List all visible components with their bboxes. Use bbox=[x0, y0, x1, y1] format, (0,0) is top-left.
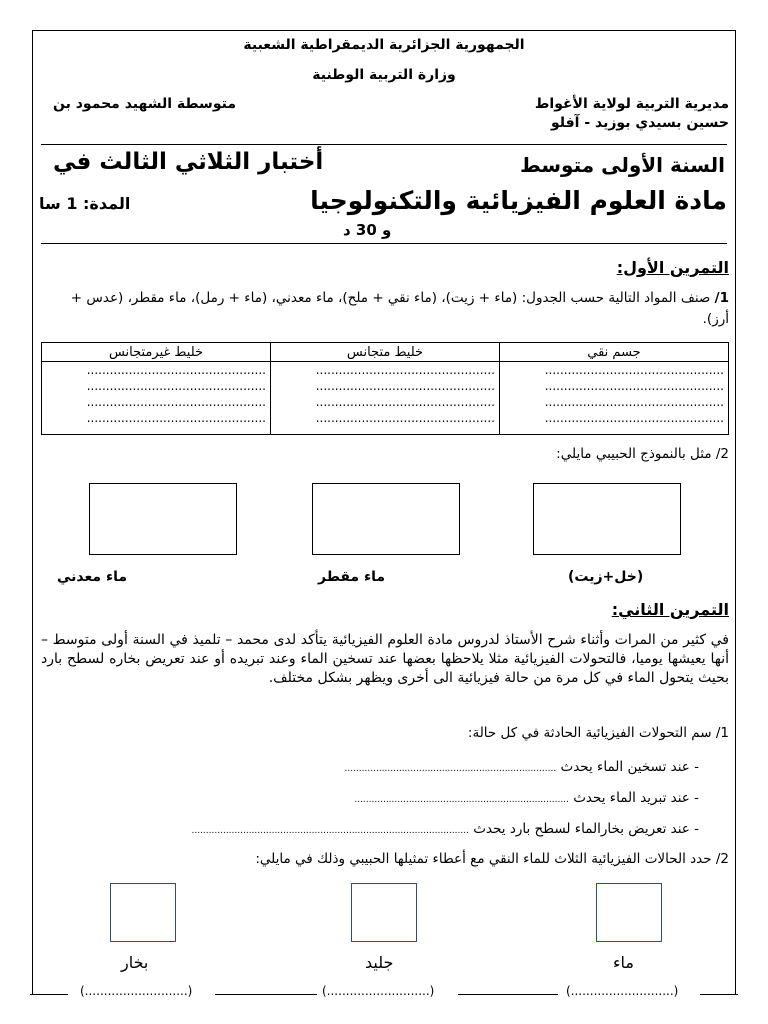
q1-number: 1/ bbox=[714, 290, 729, 306]
exercise1-q2: 2/ مثل بالنموذج الحبيبي مايلي: bbox=[556, 446, 729, 462]
table-answer-row bbox=[42, 362, 729, 435]
footer-slot-ice[interactable]: (...........................) bbox=[322, 984, 435, 998]
answer-cell-heterogeneous[interactable] bbox=[42, 362, 271, 435]
item-condensation bbox=[191, 821, 699, 837]
exercise2-q1: 1/ سم التحولات الفيزيائية الحادثة في كل حالة: bbox=[467, 725, 729, 741]
answer-line: ............................................... bbox=[315, 411, 495, 425]
header-divider bbox=[41, 144, 727, 145]
answer-line: ............................................... bbox=[86, 411, 266, 425]
exam-title: أختبار الثلاثي الثالث في bbox=[53, 149, 324, 175]
exam-page bbox=[32, 30, 736, 994]
answer-line: ............................................... bbox=[544, 379, 724, 393]
directorate-line: مديرية التربية لولاية الأغواط bbox=[534, 96, 729, 112]
header-heterogeneous: خليط غيرمتجانس bbox=[42, 343, 271, 362]
item-cooling-label: - عند تبريد الماء يحدث bbox=[573, 790, 699, 806]
drawing-box-ice[interactable] bbox=[351, 883, 417, 942]
footer-rule bbox=[30, 994, 68, 995]
footer-slot-vapor[interactable]: (...........................) bbox=[80, 984, 193, 998]
drawing-box-distilled-water[interactable] bbox=[312, 483, 460, 555]
state-vapor: بخار bbox=[121, 953, 149, 972]
exercise2-q2: 2/ حدد الحالات الفيزيائية الثلاث للماء النقي مع أعطاء تمثيلها الحبيبي وذلك في مايلي: bbox=[255, 851, 729, 867]
drawing-box-mineral-water[interactable] bbox=[89, 483, 237, 555]
exercise2-heading: التمرين الثاني: bbox=[611, 600, 729, 619]
classification-table bbox=[41, 342, 729, 435]
drawing-box-water[interactable] bbox=[596, 883, 662, 942]
answer-line: ............................................... bbox=[315, 363, 495, 377]
answer-line: ............................................... bbox=[544, 363, 724, 377]
footer-rule bbox=[458, 994, 558, 995]
exercise1-q1 bbox=[45, 288, 729, 330]
table-header-row bbox=[42, 343, 729, 362]
republic-title: الجمهورية الجزائرية الديمقراطية الشعبية bbox=[243, 37, 525, 53]
footer-rule bbox=[215, 994, 317, 995]
footer-rule bbox=[700, 994, 738, 995]
duration-rest: و 30 د bbox=[343, 221, 392, 239]
item-heating bbox=[344, 759, 699, 775]
exercise2-paragraph: في كثير من المرات وأثناء شرح الأستاذ لدروس مادة العلوم الفيزيائية يتأكد لدى محمد – تلميذ في السنة أولى متوسط – أنها يعيشها يوميا، فالتحولات الفيزيائية مثلا يلاحظها بعضها عند تسخين الماء وعند تبريده أو عند تعريض بخاره لسطح بارد بحيث يتحول الماء في كل مرة من حالة فيزيائية الى أخرى ويظهر بشكل مختلف. bbox=[41, 632, 729, 686]
label-distilled-water: ماء مقطر bbox=[318, 569, 386, 585]
state-water: ماء bbox=[613, 953, 634, 972]
item-condensation-label: - عند تعريض بخارالماء لسطح بارد يحدث bbox=[473, 821, 699, 837]
duration-label: المدة: 1 سا bbox=[39, 194, 131, 213]
school-name: متوسطة الشهيد محمود بن bbox=[53, 96, 236, 112]
answer-line: ............................................... bbox=[544, 395, 724, 409]
answer-line: ............................................... bbox=[544, 411, 724, 425]
item-heating-label: - عند تسخين الماء يحدث bbox=[560, 759, 699, 775]
state-ice: جليد bbox=[365, 953, 394, 972]
item-heating-dots[interactable]: .......................................................................... bbox=[344, 764, 557, 774]
label-vinegar-oil: (خل+زيت) bbox=[568, 569, 644, 585]
q1-text: صنف المواد التالية حسب الجدول: (ماء + زيت)، (ماء نقي + ملح)، ماء معدني، (ماء + رمل)، ماء مقطر، (عدس + أرز). bbox=[70, 290, 729, 327]
answer-line: ............................................... bbox=[86, 379, 266, 393]
exercise1-heading: التمرين الأول: bbox=[616, 258, 729, 277]
footer-slot-water[interactable]: (...........................) bbox=[566, 984, 679, 998]
label-mineral-water: ماء معدني bbox=[57, 569, 128, 585]
drawing-box-vinegar-oil[interactable] bbox=[533, 483, 681, 555]
header-homogeneous: خليط متجانس bbox=[271, 343, 500, 362]
answer-line: ............................................... bbox=[86, 363, 266, 377]
drawing-box-vapor[interactable] bbox=[110, 883, 176, 942]
answer-cell-pure[interactable] bbox=[500, 362, 729, 435]
answer-line: ............................................... bbox=[315, 395, 495, 409]
item-cooling-dots[interactable]: ........................................................................... bbox=[354, 795, 569, 805]
item-cooling bbox=[354, 790, 699, 806]
level-label: السنة الأولى متوسط bbox=[519, 153, 725, 177]
title-divider bbox=[41, 243, 727, 244]
subject-title: مادة العلوم الفيزيائية والتكنولوجيا bbox=[310, 186, 727, 215]
ministry-title: وزارة التربية الوطنية bbox=[312, 67, 456, 83]
header-pure-substance: جسم نقي bbox=[500, 343, 729, 362]
school-location: حسين بسيدي بوزيد - آفلو bbox=[551, 115, 729, 131]
answer-line: ............................................... bbox=[86, 395, 266, 409]
answer-line: ............................................... bbox=[315, 379, 495, 393]
footer-line bbox=[30, 984, 738, 1004]
answer-cell-homogeneous[interactable] bbox=[271, 362, 500, 435]
item-condensation-dots[interactable]: ................................................................................................. bbox=[191, 826, 469, 836]
